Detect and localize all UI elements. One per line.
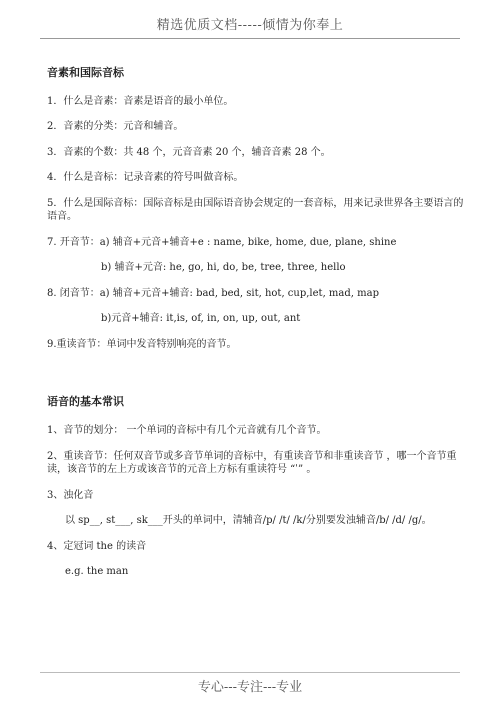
paragraph: 7. 开音节：a) 辅音+元音+辅音+e : name, bike, home, due, plane, shine (47, 236, 397, 248)
paragraph: 2．音素的分类：元音和辅音。 (47, 121, 184, 133)
section-title-basics: 语音的基本常识 (47, 395, 124, 409)
paragraph: 1．什么是音素：音素是语音的最小单位。 (47, 95, 234, 107)
paragraph: 5．什么是国际音标：国际音标是由国际语音协会规定的一套音标，用来记录世界各主要语言的语音。 (47, 197, 464, 223)
paragraph-indented: 以 sp__, st___, sk___开头的单词中，清辅音/p/ /t/ /k/分别要发浊辅音/b/ /d/ /g/。 (65, 515, 432, 527)
footer-divider (40, 672, 460, 673)
paragraph: 3．音素的个数：共 48 个，元音音素 20 个，辅音音素 28 个。 (47, 146, 331, 158)
paragraph: 9.重读音节：单词中发音特别响亮的音节。 (47, 338, 237, 350)
document-body (47, 66, 467, 591)
paragraph: 4、定冠词 the 的读音 (47, 540, 147, 552)
paragraph: 4．什么是音标：记录音素的符号叫做音标。 (47, 172, 244, 184)
paragraph: 1、音节的划分： 一个单词的音标中有几个元音就有几个音节。 (47, 425, 327, 437)
header-divider (40, 38, 460, 39)
paragraph-indented: b)元音+辅音: it,is, of, in, on, up, out, ant (101, 313, 301, 325)
section-title-phonemes: 音素和国际音标 (47, 66, 124, 79)
section-gap (47, 363, 467, 395)
paragraph: 3、浊化音 (47, 489, 94, 501)
page-footer: 专心---专注---专业 (197, 680, 303, 695)
paragraph: 2、重读音节：任何双音节或多音节单词的音标中，有重读音节和非重读音节 ，哪一个音节重读，该音节的左上方或该音节的元音上方标有重读符号 “ˈ” 。 (47, 450, 457, 476)
page-header: 精选优质文档-----倾情为你奉上 (156, 18, 344, 33)
paragraph: 8. 闭音节：a) 辅音+元音+辅音: bad, bed, sit, hot, cup,let, mad, map (47, 287, 379, 299)
paragraph-indented: b) 辅音+元音: he, go, hi, do, be, tree, three, hello (101, 262, 346, 274)
paragraph-indented: e.g. the man (65, 566, 129, 578)
